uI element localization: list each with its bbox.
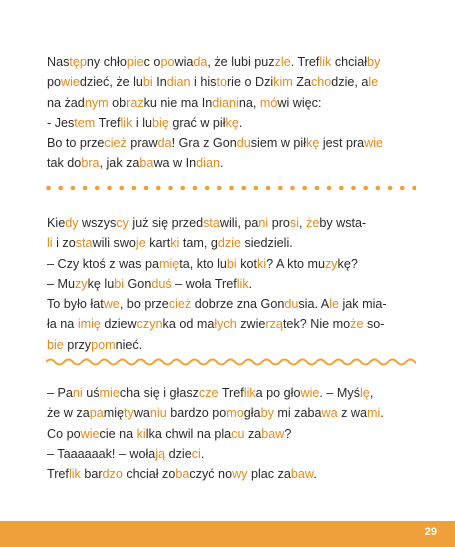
divider-dot [241,186,246,191]
divider-dot [278,186,283,191]
divider-dot [266,186,271,191]
text-line: li i zostawili swoje kartki tam, gdzie siedzieli. [47,236,293,251]
divider-dot [339,186,344,191]
paragraph-2 [47,213,417,355]
wavy-divider [46,355,416,369]
text-line: Treflik bardzo chciał zobaczyć nowy plac zabaw. [47,467,317,482]
divider-dot [351,186,356,191]
divider-dot [205,186,210,191]
divider-dot [217,186,222,191]
text-line: - Jestem Treflik i lubię grać w piłkę. [47,115,243,130]
text-line: ła na imię dziewczynka od małych zwierzątek? Nie może so- [47,317,385,332]
text-line: – Czy ktoś z was pamięta, kto lubi kotki? A kto muzykę? [47,256,358,271]
text-line: Kiedy wszyscy już się przedstawili, pani prosi, żeby wsta- [47,216,367,230]
text-line: – Taaaaaak! – wołają dzieci. [47,446,205,461]
divider-dot [290,186,295,191]
text-line: powiedzieć, że lubi Indian i historie o Dzikim Zachodzie, ale [47,75,379,90]
divider-dot [412,186,416,191]
paragraph-3 [47,383,417,484]
divider-dot [327,186,332,191]
divider-dot [302,186,307,191]
divider-dot [315,186,320,191]
divider-dot [180,186,185,191]
divider-dot [376,186,381,191]
divider-dot [168,186,173,191]
divider-dot [83,186,88,191]
divider-dot [156,186,161,191]
divider-dot [254,186,259,191]
paragraph-1 [47,52,417,174]
divider-dot [71,186,76,191]
text-line: że w zapamiętywaniu bardzo pomogłaby mi zabawa z wami. [47,406,384,421]
page-footer [0,521,455,547]
divider-dot [46,186,51,191]
divider-dot [388,186,393,191]
divider-dot [119,186,124,191]
text-line: Co powiecie na kilka chwil na placu zabaw? [47,426,292,441]
text-line: – Pani uśmiecha się i głaszcze Treflika po głowie. – Myślę, [47,386,374,400]
page-number: 29 [424,526,437,538]
text-line: To było łatwe, bo przecież dobrze zna Gondusia. Ale jak mia- [47,297,387,312]
text-line: na żadnym obrazku nie ma Indianina, mówi więc: [47,95,322,110]
divider-dot [363,186,368,191]
divider-dot [229,186,234,191]
divider-dot [132,186,137,191]
text-line: Bo to przecież prawda! Gra z Gondusiem w piłkę jest prawie [47,136,384,151]
divider-dot [144,186,149,191]
divider-dot [193,186,198,191]
divider-dot [58,186,63,191]
divider-dot [400,186,405,191]
text-line: Następny chłopiec opowiada, że lubi puzzle. Treflik chciałby [47,55,381,69]
wavy-line [46,360,416,365]
divider-dot [95,186,100,191]
text-line: tak dobra, jak zabawa w Indian. [47,156,224,171]
divider-dot [107,186,112,191]
text-line: bie przypomnieć. [47,337,143,352]
dotted-divider [46,183,416,193]
text-line: – Muzykę lubi Gonduś – woła Treflik. [47,276,253,291]
